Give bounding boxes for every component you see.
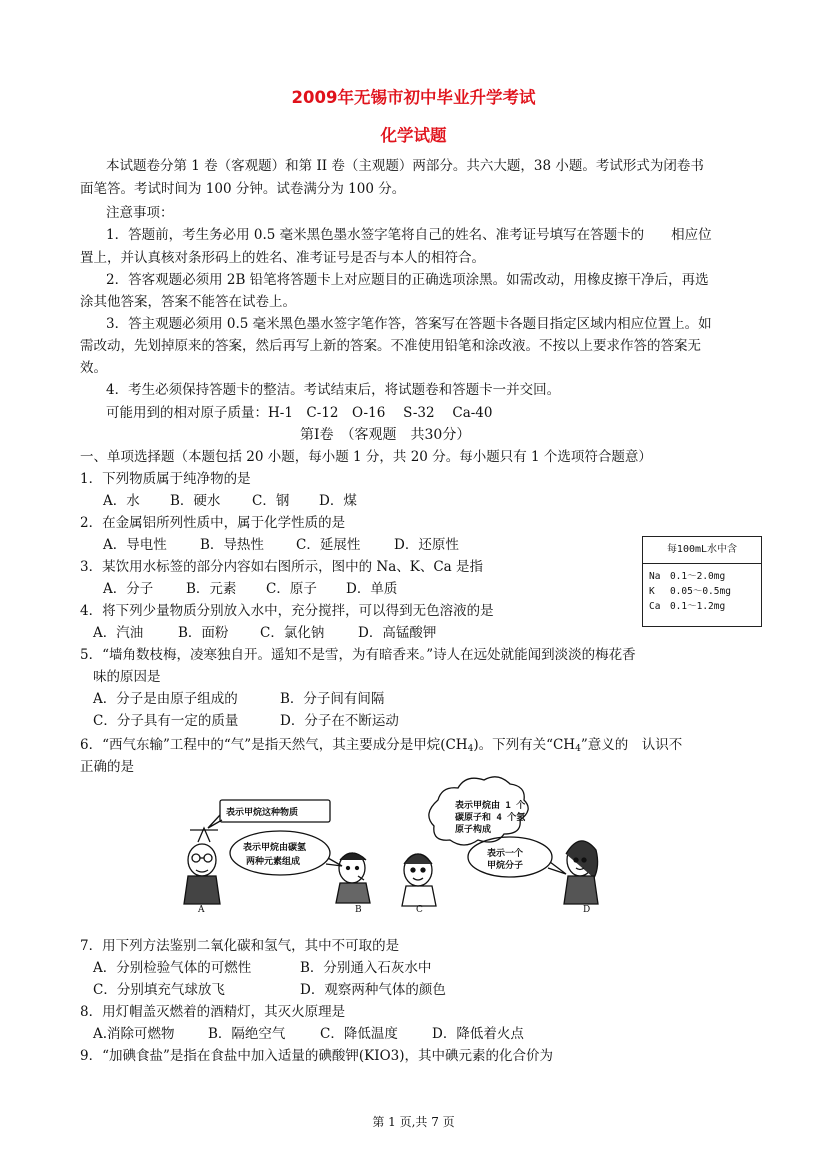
note-4: 4．考生必须保持答题卡的整洁。考试结束后，将试题卷和答题卡一并交回。 (106, 382, 561, 398)
question-2-option-a: A．导电性 (103, 537, 167, 553)
question-5-option-a: A．分子是由原子组成的 (93, 691, 238, 707)
page-footer: 第 1 页,共 7 页 (372, 1115, 455, 1129)
note-3b: 需改动，先划掉原来的答案，然后再写上新的答案。不准使用铅笔和涂改液。不按以上要求作答的答案无 (80, 338, 701, 354)
intro-line-2: 面笔答。考试时间为 100 分钟。试卷满分为 100 分。 (80, 181, 406, 197)
note-1a: 1．答题前，考生务必用 0.5 毫米黑色墨水签字笔将自己的姓名、准考证号填写在答题卡的 相应位 (106, 227, 712, 243)
question-3-option-a: A．分子 (103, 581, 154, 597)
note-2b: 涂其他答案，答案不能答在试卷上。 (80, 294, 296, 310)
methane-cartoon-figure (180, 770, 620, 915)
question-4-option-a: A．汽油 (93, 625, 144, 641)
question-2-stem: 2．在金属铝所列性质中，属于化学性质的是 (80, 515, 346, 531)
question-2-option-d: D．还原性 (394, 537, 459, 553)
speech-bubble-b (230, 831, 330, 875)
question-4-stem: 4．将下列少量物质分别放入水中，充分搅拌，可以得到无色溶液的是 (80, 603, 494, 619)
question-5-option-d: D．分子在不断运动 (280, 713, 399, 729)
question-6-text-c: ”意义的 认识不 (580, 737, 683, 753)
question-5-stem-2: 味的原因是 (93, 669, 161, 685)
intro-line-1: 本试题卷分第 1 卷（客观题）和第 II 卷（主观题）两部分。共六大题，38 小题。考试形式为闭卷书 (106, 158, 704, 174)
question-7-option-b: B．分别通入石灰水中 (300, 960, 432, 976)
label-d: D (583, 905, 591, 915)
exam-title: 2009年无锡市初中毕业升学考试 (291, 88, 536, 107)
question-2-option-b: B．导热性 (200, 537, 264, 553)
question-7-option-d: D．观察两种气体的颜色 (300, 982, 446, 998)
bubble-c-text-2: 碳原子和 4 个氢 (455, 813, 526, 823)
question-1-stem: 1．下列物质属于纯净物的是 (80, 471, 251, 487)
question-7-option-c: C．分别填充气球放飞 (93, 982, 225, 998)
bubble-c-text-3: 原子构成 (455, 825, 492, 835)
note-3a: 3．答主观题必须用 0.5 毫米黑色墨水签字笔作答，答案写在答题卡各题目指定区域内相应位置上。如 (106, 316, 712, 332)
question-1-option-d: D．煤 (319, 493, 357, 509)
question-2-option-c: C．延展性 (296, 537, 361, 553)
atomic-masses: 可能用到的相对原子质量：H-1 C-12 O-16 S-32 Ca-40 (106, 405, 493, 421)
bubble-c-text-1: 表示甲烷由 1 个 (455, 801, 526, 811)
question-4-option-c: C．氯化钠 (260, 625, 325, 641)
exam-subtitle: 化学试题 (380, 126, 447, 145)
question-1-option-a: A．水 (103, 493, 140, 509)
character-a (184, 828, 220, 904)
question-8-option-c: C．降低温度 (320, 1026, 398, 1042)
water-label-header: 每100mL水中含 (643, 537, 761, 564)
bubble-b-text-2: 两种元素组成 (246, 857, 301, 867)
bubble-a-text: 表示甲烷这种物质 (226, 808, 299, 818)
note-1b: 置上，并认真核对条形码上的姓名、准考证号是否与本人的相符合。 (80, 250, 485, 266)
question-9-stem: 9．“加碘食盐”是指在食盐中加入适量的碘酸钾(KIO3)，其中碘元素的化合价为 (80, 1048, 554, 1064)
question-6-stem-2: 正确的是 (80, 759, 134, 775)
note-2a: 2．答客观题必须用 2B 铅笔将答题卡上对应题目的正确选项涂黑。如需改动，用橡皮擦干净后，再选 (106, 272, 709, 288)
character-d (564, 841, 598, 904)
question-3-option-d: D．单质 (346, 581, 398, 597)
question-5-stem-1: 5．“墙角数枝梅，凌寒独自开。遥知不是雪，为有暗香来。”诗人在远处就能闻到淡淡的梅花香 (80, 647, 636, 663)
question-6-text-b: )。下列有关“CH (473, 737, 576, 753)
label-b: B (355, 905, 362, 915)
question-8-option-b: B．隔绝空气 (208, 1026, 286, 1042)
notes-heading: 注意事项： (106, 205, 174, 221)
section-heading: 一、单项选择题（本题包括 20 小题，每小题 1 分，共 20 分。每小题只有 1 个选项符合题意） (80, 449, 652, 465)
question-4-option-d: D．高锰酸钾 (358, 625, 437, 641)
bubble-d-text-2: 甲烷分子 (487, 861, 524, 871)
question-8-stem: 8．用灯帽盖灭燃着的酒精灯，其灭火原理是 (80, 1004, 346, 1020)
water-label-na: Na 0.1～2.0mg (649, 571, 726, 582)
part-heading: 第Ⅰ卷 （客观题 共30分） (300, 427, 471, 443)
question-7-option-a: A．分别检验气体的可燃性 (93, 960, 252, 976)
water-label-ca: Ca 0.1～1.2mg (649, 601, 726, 612)
question-8-option-d: D．降低着火点 (432, 1026, 524, 1042)
question-5-option-c: C．分子具有一定的质量 (93, 713, 239, 729)
question-3-option-b: B．元素 (186, 581, 237, 597)
note-3c: 效。 (80, 360, 107, 376)
bubble-d-text-1: 表示一个 (487, 849, 524, 859)
subscript-4: 4 (575, 744, 581, 754)
character-b (336, 853, 370, 903)
question-1-option-c: C．钢 (252, 493, 290, 509)
question-5-option-b: B．分子间有间隔 (280, 691, 385, 707)
question-3-option-c: C．原子 (266, 581, 317, 597)
question-8-option-a: A.消除可燃物 (93, 1026, 175, 1042)
question-6-stem-1 (80, 735, 682, 759)
subscript-4: 4 (467, 744, 474, 754)
water-label-k: K 0.05～0.5mg (649, 586, 731, 597)
question-1-option-b: B．硬水 (170, 493, 221, 509)
label-a: A (198, 905, 205, 915)
water-label-figure (642, 536, 762, 627)
bubble-b-text-1: 表示甲烷由碳氢 (243, 843, 307, 853)
character-c (402, 854, 436, 906)
question-3-stem: 3．某饮用水标签的部分内容如右图所示，图中的 Na、K、Ca 是指 (80, 559, 483, 575)
question-6-text-a: 6．“西气东输”工程中的“气”是指天然气，其主要成分是甲烷(CH (80, 737, 468, 753)
question-7-stem: 7．用下列方法鉴别二氧化碳和氢气，其中不可取的是 (80, 938, 400, 954)
question-4-option-b: B．面粉 (178, 625, 229, 641)
label-c: C (416, 905, 423, 915)
